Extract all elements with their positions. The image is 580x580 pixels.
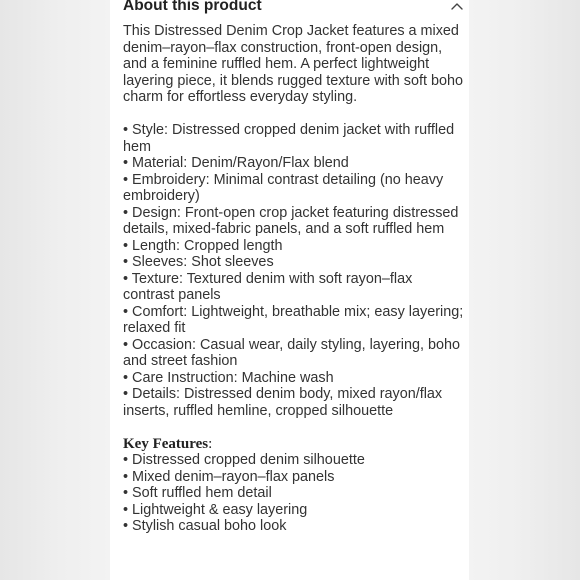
feature-text: Stylish casual boho look — [132, 518, 287, 534]
bullet: • — [123, 303, 129, 320]
bullet: • — [123, 501, 129, 518]
detail-item — [123, 337, 467, 370]
detail-item — [123, 370, 467, 387]
bullet: • — [123, 155, 129, 171]
key-features-heading — [123, 436, 467, 453]
background-right — [469, 0, 580, 580]
section-spacer — [123, 419, 467, 436]
detail-item — [123, 304, 467, 337]
detail-text: Material: Denim/Rayon/Flax blend — [132, 155, 349, 171]
detail-item — [123, 155, 467, 172]
feature-item — [123, 469, 467, 486]
bullet: • — [123, 204, 129, 221]
bullet: • — [123, 171, 129, 188]
detail-item — [123, 254, 467, 271]
key-features-colon: : — [208, 435, 213, 452]
feature-text: Mixed denim–rayon–flax panels — [132, 468, 335, 485]
bullet: • — [123, 468, 129, 485]
bullet: • — [123, 485, 129, 501]
feature-item — [123, 452, 467, 469]
detail-text: Embroidery: Minimal contrast detailing (no heavy embroidery) — [123, 171, 444, 204]
detail-item — [123, 271, 467, 304]
background-left — [0, 0, 110, 580]
details-list — [123, 122, 467, 419]
feature-item — [123, 502, 467, 519]
detail-text: Length: Cropped length — [132, 237, 283, 254]
detail-item — [123, 386, 467, 419]
detail-text: Occasion: Casual wear, daily styling, layering, boho and street fashion — [123, 336, 461, 369]
key-features-title: Key Features — [123, 435, 209, 452]
bullet: • — [123, 270, 129, 287]
bullet: • — [123, 518, 129, 534]
product-description: This Distressed Denim Crop Jacket features a mixed denim–rayon–flax construction, front-open design, and a feminine ruffled hem. A perfect lightweight layering piece, it blends rugged texture with soft boho charm for effortless everyday styling. — [123, 23, 463, 105]
bullet: • — [123, 254, 129, 270]
detail-text: Details: Distressed denim body, mixed rayon/flax inserts, ruffled hemline, cropped silhouette — [123, 386, 443, 419]
detail-text: Style: Distressed cropped denim jacket with ruffled hem — [123, 122, 455, 155]
product-description-panel — [110, 0, 469, 580]
key-features-list — [123, 452, 467, 535]
bullet: • — [123, 122, 129, 138]
description-content — [123, 23, 467, 535]
feature-text: Lightweight & easy layering — [132, 501, 308, 518]
feature-item — [123, 518, 467, 535]
detail-text: Texture: Textured denim with soft rayon–flax contrast panels — [123, 270, 413, 303]
detail-item — [123, 205, 467, 238]
detail-item — [123, 172, 467, 205]
detail-text: Care Instruction: Machine wash — [132, 369, 334, 386]
bullet: • — [123, 237, 129, 254]
bullet: • — [123, 452, 129, 468]
detail-text: Design: Front-open crop jacket featuring distressed details, mixed-fabric panels, and a soft ruffled hem — [123, 204, 459, 237]
feature-text: Soft ruffled hem detail — [132, 485, 272, 501]
detail-item — [123, 122, 467, 155]
detail-item — [123, 238, 467, 255]
bullet: • — [123, 369, 129, 386]
detail-text: Sleeves: Shot sleeves — [132, 254, 274, 270]
section-header[interactable] — [123, 0, 463, 19]
bullet: • — [123, 336, 129, 353]
feature-item — [123, 485, 467, 502]
detail-text: Comfort: Lightweight, breathable mix; easy layering; relaxed fit — [123, 303, 464, 336]
feature-text: Distressed cropped denim silhouette — [132, 452, 365, 468]
chevron-up-icon[interactable] — [451, 2, 463, 10]
section-title: About this product — [123, 0, 262, 14]
bullet: • — [123, 386, 129, 402]
